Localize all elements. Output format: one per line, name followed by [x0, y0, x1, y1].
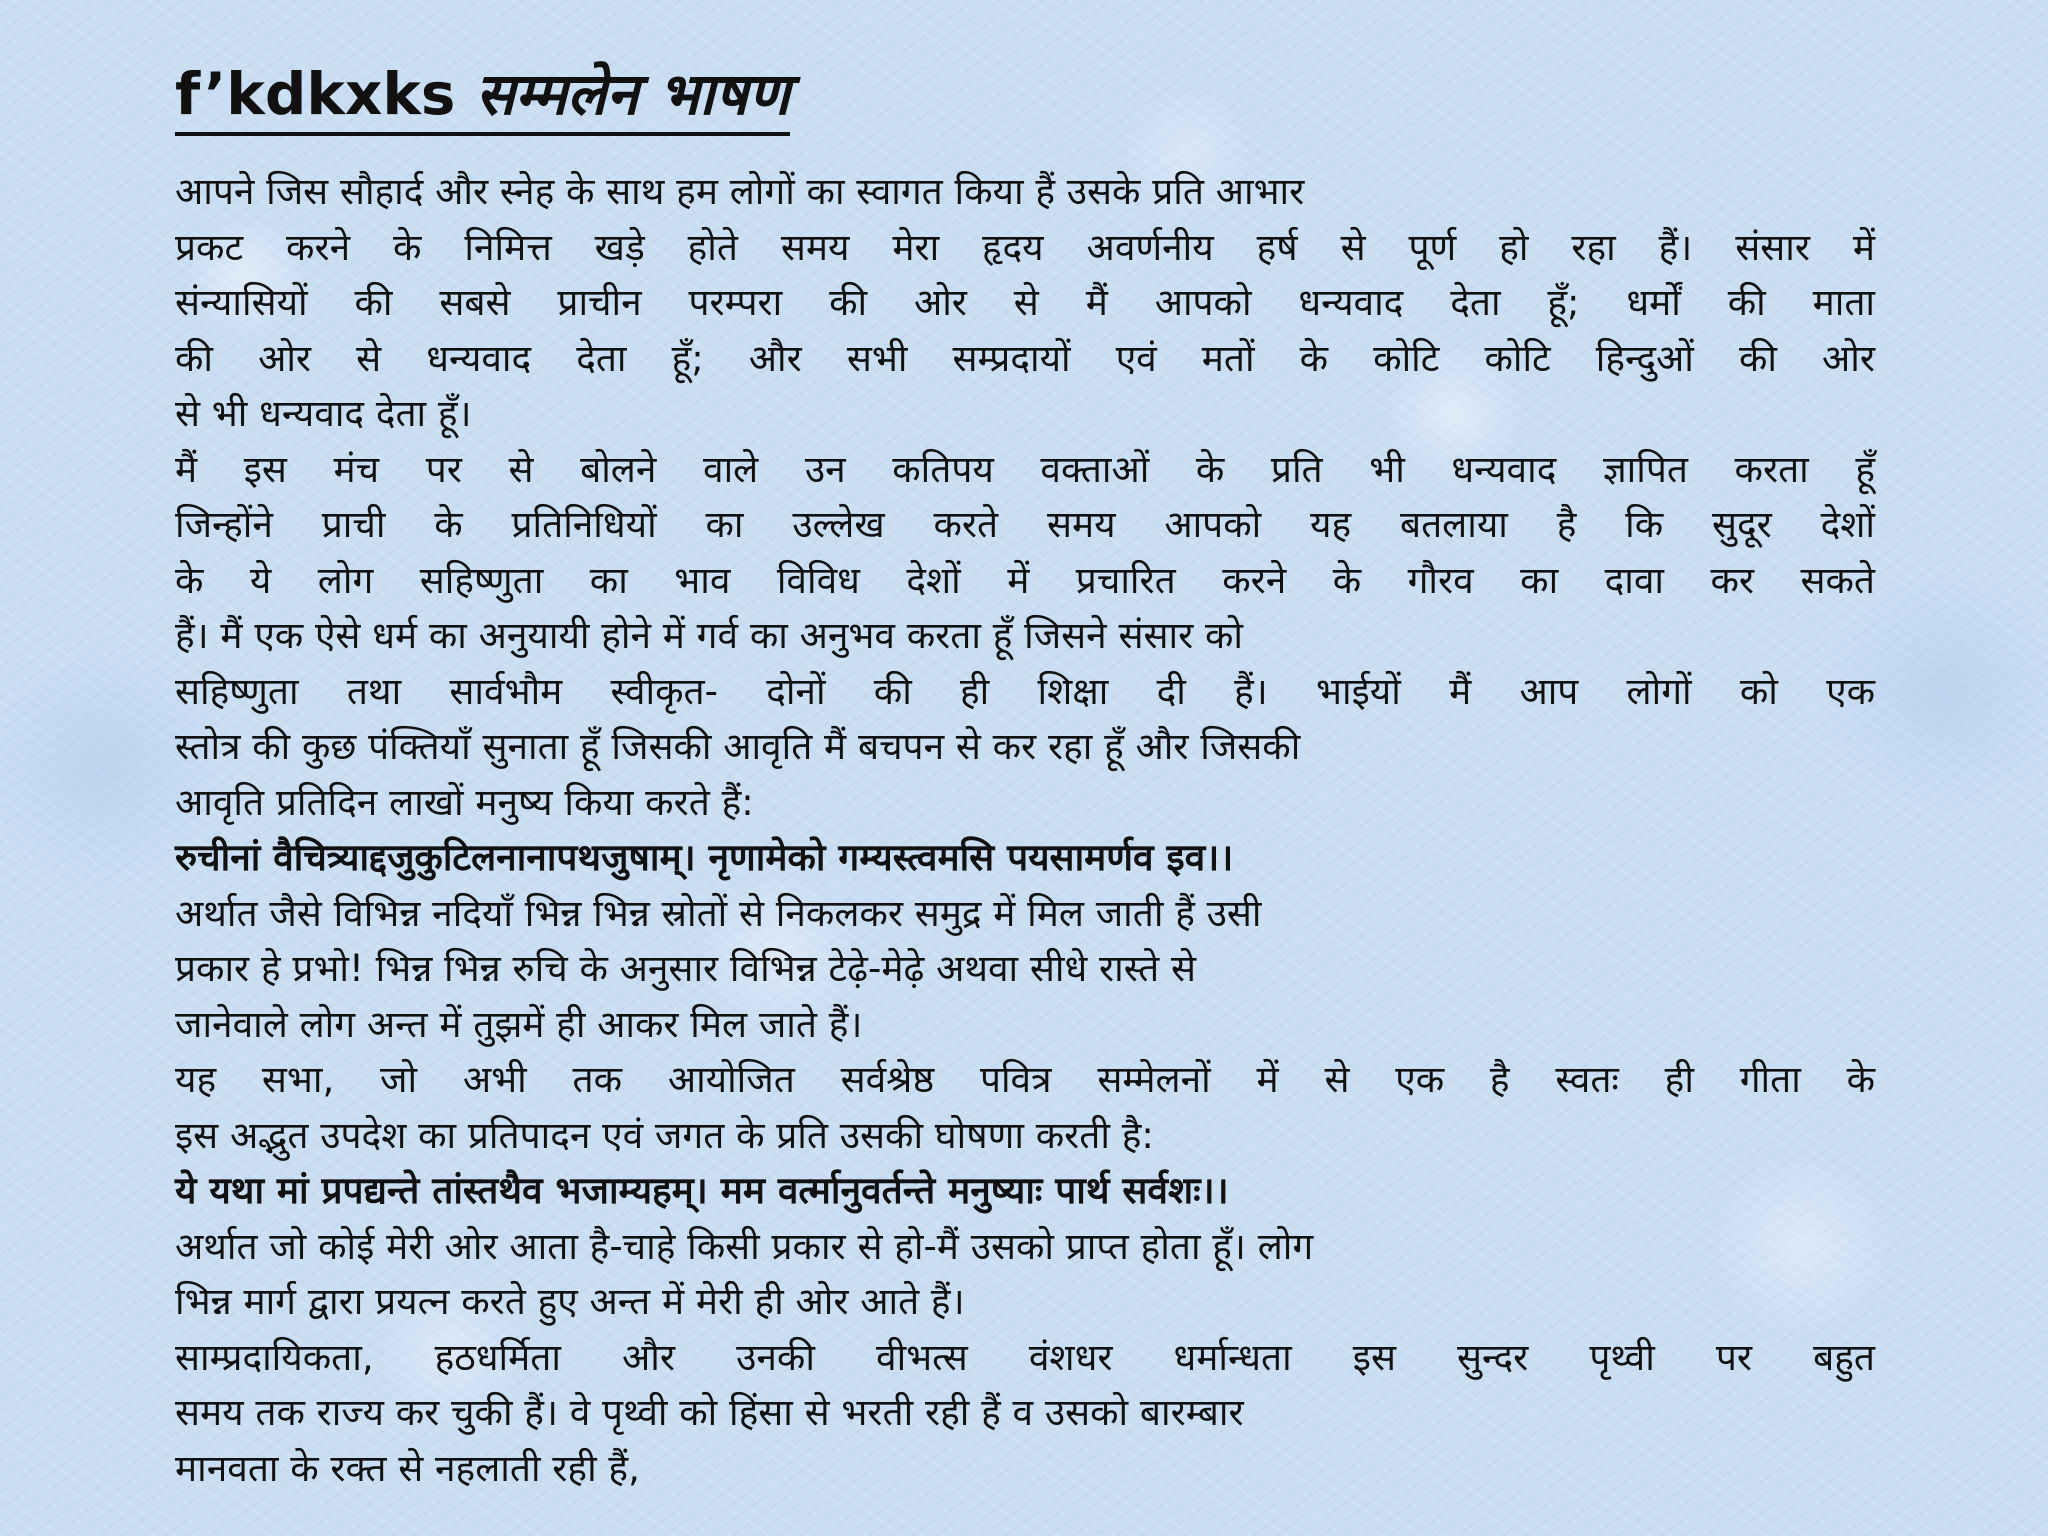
paragraph-line: समय तक राज्य कर चुकी हैं। वे पृथ्वी को हिंसा से भरती रही हैं व उसको बारम्बार	[175, 1391, 1244, 1434]
speech-body	[175, 164, 1875, 1496]
paragraph-line: संन्यासियों की सबसे प्राचीन परम्परा की ओर से मैं आपको धन्यवाद देता हूँ; धर्मों की माता	[175, 281, 1875, 324]
sanskrit-verse-line: रुचीनां वैचित्र्याद्दजुकुटिलनानापथजुषाम्। नृणामेको गम्यस्त्वमसि पयसामर्णव इव।।	[175, 836, 1234, 879]
paragraph-line: की ओर से धन्यवाद देता हूँ; और सभी सम्प्रदायों एवं मतों के कोटि कोटि हिन्दुओं की ओर	[175, 336, 1875, 380]
paragraph-line: इस अद्भुत उपदेश का प्रतिपादन एवं जगत के प्रति उसकी घोषणा करती है:	[175, 1113, 1154, 1157]
paragraph-line: आपने जिस सौहार्द और स्नेह के साथ हम लोगों का स्वागत किया हैं उसके प्रति आभार	[175, 170, 1305, 213]
paragraph-line: से भी धन्यवाद देता हूँ।	[175, 392, 472, 435]
paragraph-line: भिन्न मार्ग द्वारा प्रयत्न करते हुए अन्त में मेरी ही ओर आते हैं।	[175, 1280, 965, 1323]
paragraph-line: आवृति प्रतिदिन लाखों मनुष्य किया करते हैं:	[175, 780, 754, 824]
paragraph-line: अर्थात जो कोई मेरी ओर आता है-चाहे किसी प्रकार से हो-मैं उसको प्राप्त होता हूँ। लोग	[175, 1224, 1314, 1268]
paragraph-line: मैं इस मंच पर से बोलने वाले उन कतिपय वक्ताओं के प्रति भी धन्यवाद ज्ञापित करता हूँ	[175, 447, 1875, 491]
paragraph-line: प्रकार हे प्रभो! भिन्न भिन्न रुचि के अनुसार विभिन्न टेढ़े-मेढ़े अथवा सीधे रास्ते से	[175, 947, 1196, 990]
paragraph-line: जानेवाले लोग अन्त में तुझमें ही आकर मिल जाते हैं।	[175, 1002, 863, 1046]
paragraph-line: स्तोत्र की कुछ पंक्तियाँ सुनाता हूँ जिसकी आवृति मैं बचपन से कर रहा हूँ और जिसकी	[175, 725, 1301, 768]
paragraph-line: मानवता के रक्त से नहलाती रही हैं,	[175, 1446, 640, 1490]
paragraph-line: प्रकट करने के निमित्त खड़े होते समय मेरा हृदय अवर्णनीय हर्ष से पूर्ण हो रहा हैं। संसार में	[175, 225, 1875, 269]
title-heading-text: सम्मलेन भाषण	[475, 60, 790, 128]
paragraph-line: के ये लोग सहिष्णुता का भाव विविध देशों में प्रचारित करने के गौरव का दावा कर सकते	[175, 558, 1875, 602]
paragraph-line: हैं। मैं एक ऐसे धर्म का अनुयायी होने में गर्व का अनुभव करता हूँ जिसने संसार को	[175, 614, 1243, 657]
paragraph-line: जिन्होंने प्राची के प्रतिनिधियों का उल्लेख करते समय आपको यह बतलाया है कि सुदूर देशों	[175, 503, 1875, 546]
paragraph-line: सहिष्णुता तथा सार्वभौम स्वीकृत- दोनों की ही शिक्षा दी हैं। भाईयों मैं आप लोगों को एक	[175, 669, 1875, 713]
title-garbled-text: f’kdkxks	[175, 60, 456, 128]
paragraph-line: अर्थात जैसे विभिन्न नदियाँ भिन्न भिन्न स्रोतों से निकलकर समुद्र में मिल जाती हैं उसी	[175, 891, 1262, 935]
paragraph-line: साम्प्रदायिकता, हठधर्मिता और उनकी वीभत्स वंशधर धर्मान्धता इस सुन्दर पृथ्वी पर बहुत	[175, 1335, 1875, 1379]
paragraph-line: यह सभा, जो अभी तक आयोजित सर्वश्रेष्ठ पवित्र सम्मेलनों में से एक है स्वतः ही गीता के	[175, 1058, 1875, 1101]
sanskrit-verse-line: ये यथा मां प्रपद्यन्ते तांस्तथैव भजाम्यहम्। मम वर्त्मानुवर्तन्ते मनुष्याः पार्थ सर्वशः।।	[175, 1169, 1229, 1212]
slide-title	[175, 58, 790, 136]
